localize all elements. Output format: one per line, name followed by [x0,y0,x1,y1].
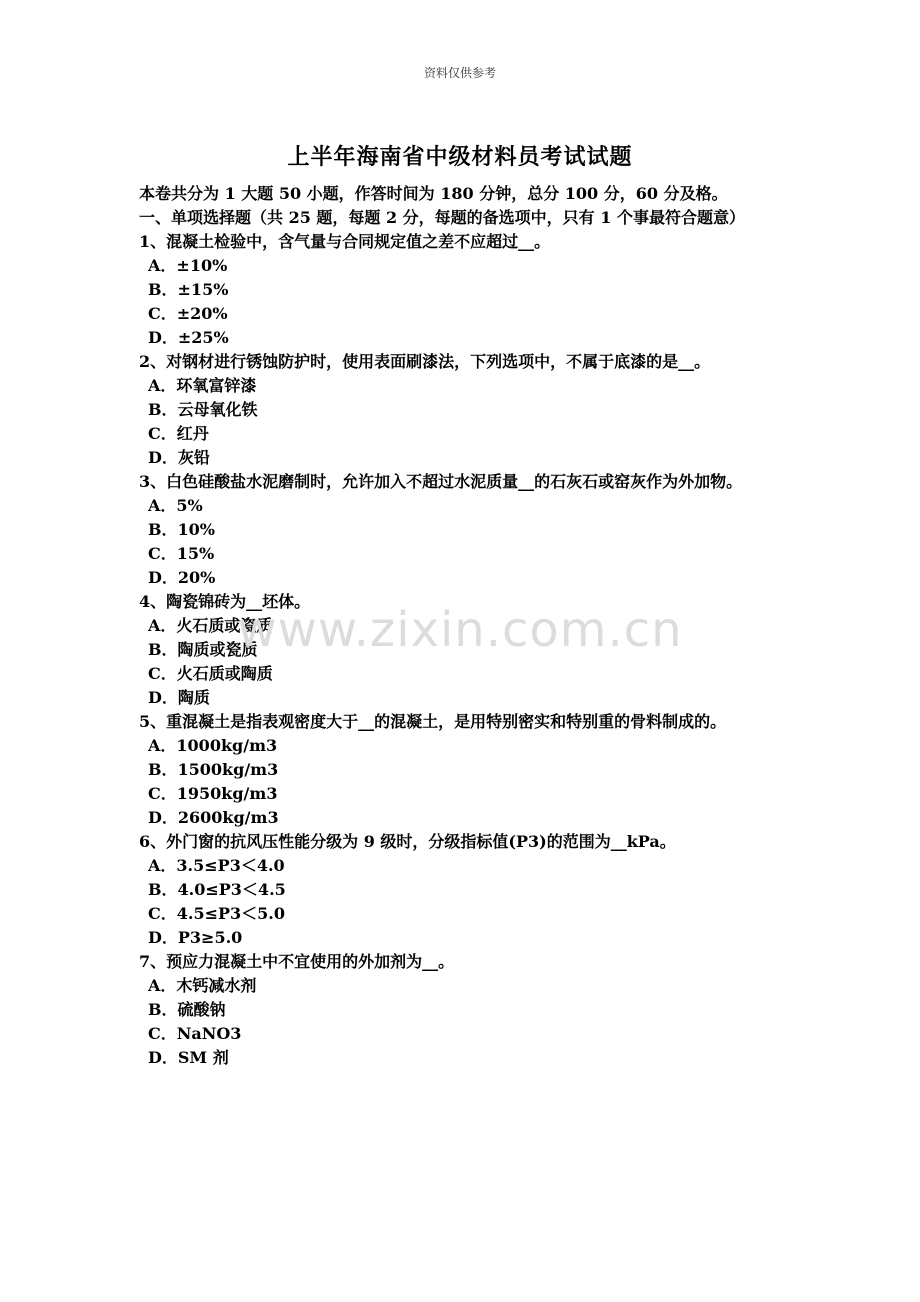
question-item [139,830,784,950]
question-item [139,230,784,350]
answer-option: A．1000kg/m3 [148,736,278,755]
question-stem: 4、陶瓷锦砖为__坯体。 [139,592,311,611]
answer-option: B．硫酸钠 [148,1000,226,1019]
answer-option: A．环氧富锌漆 [148,376,257,395]
answer-option: A．木钙减水剂 [148,976,257,995]
option-list [139,974,784,1070]
answer-option: C．NaNO3 [148,1024,242,1043]
question-stem: 5、重混凝土是指表观密度大于__的混凝土，是用特别密实和特别重的骨料制成的。 [139,712,727,731]
question-stem: 2、对钢材进行锈蚀防护时，使用表面刷漆法，下列选项中，不属于底漆的是__。 [139,352,711,371]
question-stem: 6、外门窗的抗风压性能分级为 9 级时，分级指标值(P3)的范围为__kPa。 [139,832,676,851]
question-item [139,350,784,470]
answer-option: C．红丹 [148,424,209,443]
question-stem: 7、预应力混凝土中不宜使用的外加剂为__。 [139,952,455,971]
answer-option: B．云母氧化铁 [148,400,258,419]
question-stem: 3、白色硅酸盐水泥磨制时，允许加入不超过水泥质量__的石灰石或窑灰作为外加物。 [139,472,743,491]
answer-option: B．陶质或瓷质 [148,640,258,659]
option-list [139,854,784,950]
answer-option: C．4.5≤P3＜5.0 [148,904,285,923]
watermark: www.zixin.com.cn [237,602,683,658]
question-item [139,590,784,710]
answer-option: D．灰铅 [148,448,210,467]
answer-option: C．火石质或陶质 [148,664,273,683]
question-list [139,230,784,1070]
answer-option: D．SM 剂 [148,1048,229,1067]
answer-option: D．20% [148,568,216,587]
option-list [139,254,784,350]
question-item [139,470,784,590]
question-stem: 1、混凝土检验中，含气量与合同规定值之差不应超过__。 [139,232,551,251]
answer-option: B．4.0≤P3＜4.5 [148,880,286,899]
answer-option: B．10% [148,520,215,539]
answer-option: A．3.5≤P3＜4.0 [148,856,285,875]
answer-option: B．±15% [148,280,229,299]
exam-intro: 本卷共分为 1 大题 50 小题，作答时间为 180 分钟，总分 100 分，60 分及格。 [139,184,728,203]
answer-option: B．1500kg/m3 [148,760,279,779]
answer-option: A．5% [148,496,203,515]
answer-option: D．±25% [148,328,229,347]
document-body [139,182,784,1070]
option-list [139,374,784,470]
answer-option: C．1950kg/m3 [148,784,278,803]
answer-option: D．陶质 [148,688,210,707]
option-list [139,614,784,710]
answer-option: D．P3≥5.0 [148,928,243,947]
answer-option: A．±10% [148,256,228,275]
answer-option: A．火石质或瓷质 [148,616,273,635]
question-item [139,950,784,1070]
section-heading: 一、单项选择题（共 25 题，每题 2 分，每题的备选项中，只有 1 个事最符合题意） [139,208,745,227]
header-note: 资料仅供参考 [423,66,496,80]
answer-option: C．15% [148,544,215,563]
option-list [139,494,784,590]
page-title: 上半年海南省中级材料员考试试题 [287,144,633,170]
answer-option: D．2600kg/m3 [148,808,279,827]
question-item [139,710,784,830]
option-list [139,734,784,830]
answer-option: C．±20% [148,304,228,323]
